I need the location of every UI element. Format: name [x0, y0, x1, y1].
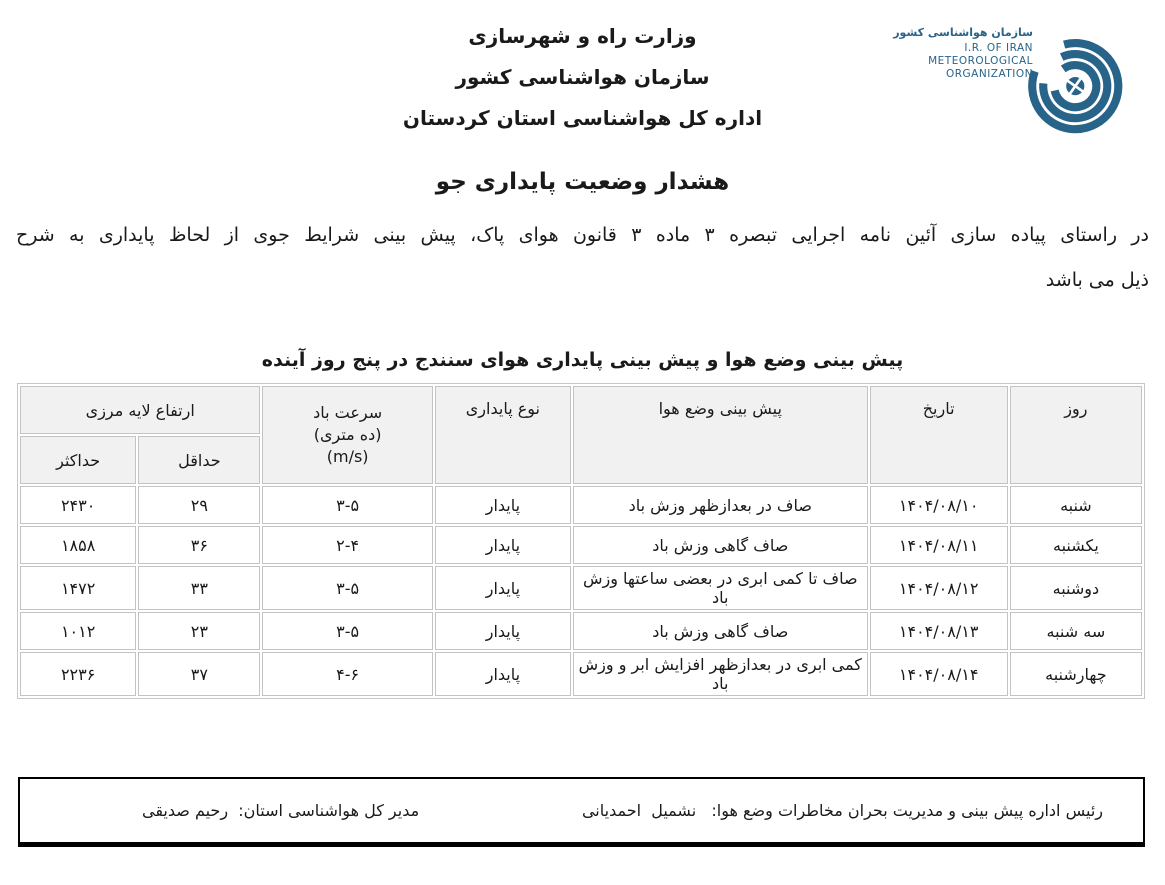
- weather-forecast-cell: صاف گاهی وزش باد: [573, 526, 868, 564]
- date-cell: ۱۴۰۴/۰۸/۱۴: [870, 652, 1008, 696]
- org-logo: [893, 12, 1125, 144]
- header-minimum: حداقل: [138, 436, 260, 484]
- date-cell: ۱۴۰۴/۰۸/۱۱: [870, 526, 1008, 564]
- forecast-table: [17, 383, 1145, 699]
- forecast-table-row: [20, 612, 1142, 650]
- forecast-head-signature: رئیس اداره پیش بینی و مدیریت بحران مخاطرات وضع هوا: نشمیل احمدیانی: [581, 801, 1103, 820]
- wind-speed-cell: ۳-۵: [262, 566, 432, 610]
- min-boundary-layer-cell: ۲۹: [138, 486, 260, 524]
- header-wind-speed-unit: (m/s): [326, 447, 369, 466]
- logo-english-line-2: METEOROLOGICAL: [928, 55, 1033, 67]
- header-stability-type: نوع پایداری: [435, 386, 571, 484]
- day-cell: شنبه: [1010, 486, 1142, 524]
- header-wind-speed-line-1: سرعت باد: [313, 403, 383, 422]
- logo-english-line-3: ORGANIZATION: [945, 68, 1033, 80]
- logo-english-line-1: I.R. OF IRAN: [964, 42, 1033, 54]
- intro-line-2: ذیل می باشد: [1045, 269, 1149, 291]
- wind-speed-cell: ۴-۶: [262, 652, 432, 696]
- weather-forecast-cell: صاف در بعدازظهر وزش باد: [573, 486, 868, 524]
- header-wind-speed-line-2: (ده متری): [313, 425, 382, 444]
- max-boundary-layer-cell: ۲۴۳۰: [20, 486, 136, 524]
- header-maximum: حداکثر: [20, 436, 136, 484]
- day-cell: سه شنبه: [1010, 612, 1142, 650]
- forecast-table-row: [20, 526, 1142, 564]
- header-forecast: پیش بینی وضع هوا: [573, 386, 868, 484]
- stability-cell: پایدار: [435, 526, 571, 564]
- stability-cell: پایدار: [435, 612, 571, 650]
- date-cell: ۱۴۰۴/۰۸/۱۲: [870, 566, 1008, 610]
- forecast-table-title: پیش بینی وضع هوا و پیش بینی پایداری هوای سنندج در پنج روز آینده: [261, 349, 904, 371]
- intro-line-1: در راستای پیاده سازی آئین نامه اجرایی تبصره ۳ ماده ۳ قانون هوای پاک، پیش بینی شرایط جوی از لحاظ پایداری به شرح: [16, 224, 1149, 246]
- stability-cell: پایدار: [435, 486, 571, 524]
- weather-forecast-cell: صاف تا کمی ابری در بعضی ساعتها وزش باد: [573, 566, 868, 610]
- signature-box: [18, 777, 1145, 847]
- min-boundary-layer-cell: ۳۳: [138, 566, 260, 610]
- max-boundary-layer-cell: ۱۸۵۸: [20, 526, 136, 564]
- stability-cell: پایدار: [435, 652, 571, 696]
- day-cell: یکشنبه: [1010, 526, 1142, 564]
- max-boundary-layer-cell: ۲۲۳۶: [20, 652, 136, 696]
- forecast-table-row: [20, 486, 1142, 524]
- header-day: روز: [1010, 386, 1142, 484]
- min-boundary-layer-cell: ۳۷: [138, 652, 260, 696]
- forecast-table-row: [20, 566, 1142, 610]
- max-boundary-layer-cell: ۱۴۷۲: [20, 566, 136, 610]
- header-date: تاریخ: [870, 386, 1008, 484]
- weather-forecast-cell: کمی ابری در بعدازظهر افزایش ابر و وزش باد: [573, 652, 868, 696]
- intro-paragraph: [16, 213, 1149, 303]
- forecast-table-header: [20, 386, 1142, 484]
- date-cell: ۱۴۰۴/۰۸/۱۳: [870, 612, 1008, 650]
- director-general-signature: مدیر کل هواشناسی استان: رحیم صدیقی: [142, 801, 420, 820]
- stability-cell: پایدار: [435, 566, 571, 610]
- organization-name: سازمان هواشناسی کشور: [455, 65, 710, 89]
- department-name: اداره کل هواشناسی استان کردستان: [402, 106, 763, 130]
- forecast-table-row: [20, 652, 1142, 696]
- ministry-name: وزارت راه و شهرسازی: [468, 24, 697, 48]
- date-cell: ۱۴۰۴/۰۸/۱۰: [870, 486, 1008, 524]
- wind-speed-cell: ۳-۵: [262, 486, 432, 524]
- weather-forecast-cell: صاف گاهی وزش باد: [573, 612, 868, 650]
- min-boundary-layer-cell: ۳۶: [138, 526, 260, 564]
- header-wind-speed: [262, 386, 432, 484]
- forecast-table-body: [20, 486, 1142, 696]
- org-logo-text: [893, 12, 1033, 81]
- max-boundary-layer-cell: ۱۰۱۲: [20, 612, 136, 650]
- wind-speed-cell: ۲-۴: [262, 526, 432, 564]
- logo-persian-title: سازمان هواشناسی کشور: [893, 26, 1033, 39]
- min-boundary-layer-cell: ۲۳: [138, 612, 260, 650]
- document-title: هشدار وضعیت پایداری جو: [435, 169, 730, 195]
- day-cell: چهارشنبه: [1010, 652, 1142, 696]
- day-cell: دوشنبه: [1010, 566, 1142, 610]
- wind-speed-cell: ۳-۵: [262, 612, 432, 650]
- header-boundary-layer-height: ارتفاع لایه مرزی: [20, 386, 260, 434]
